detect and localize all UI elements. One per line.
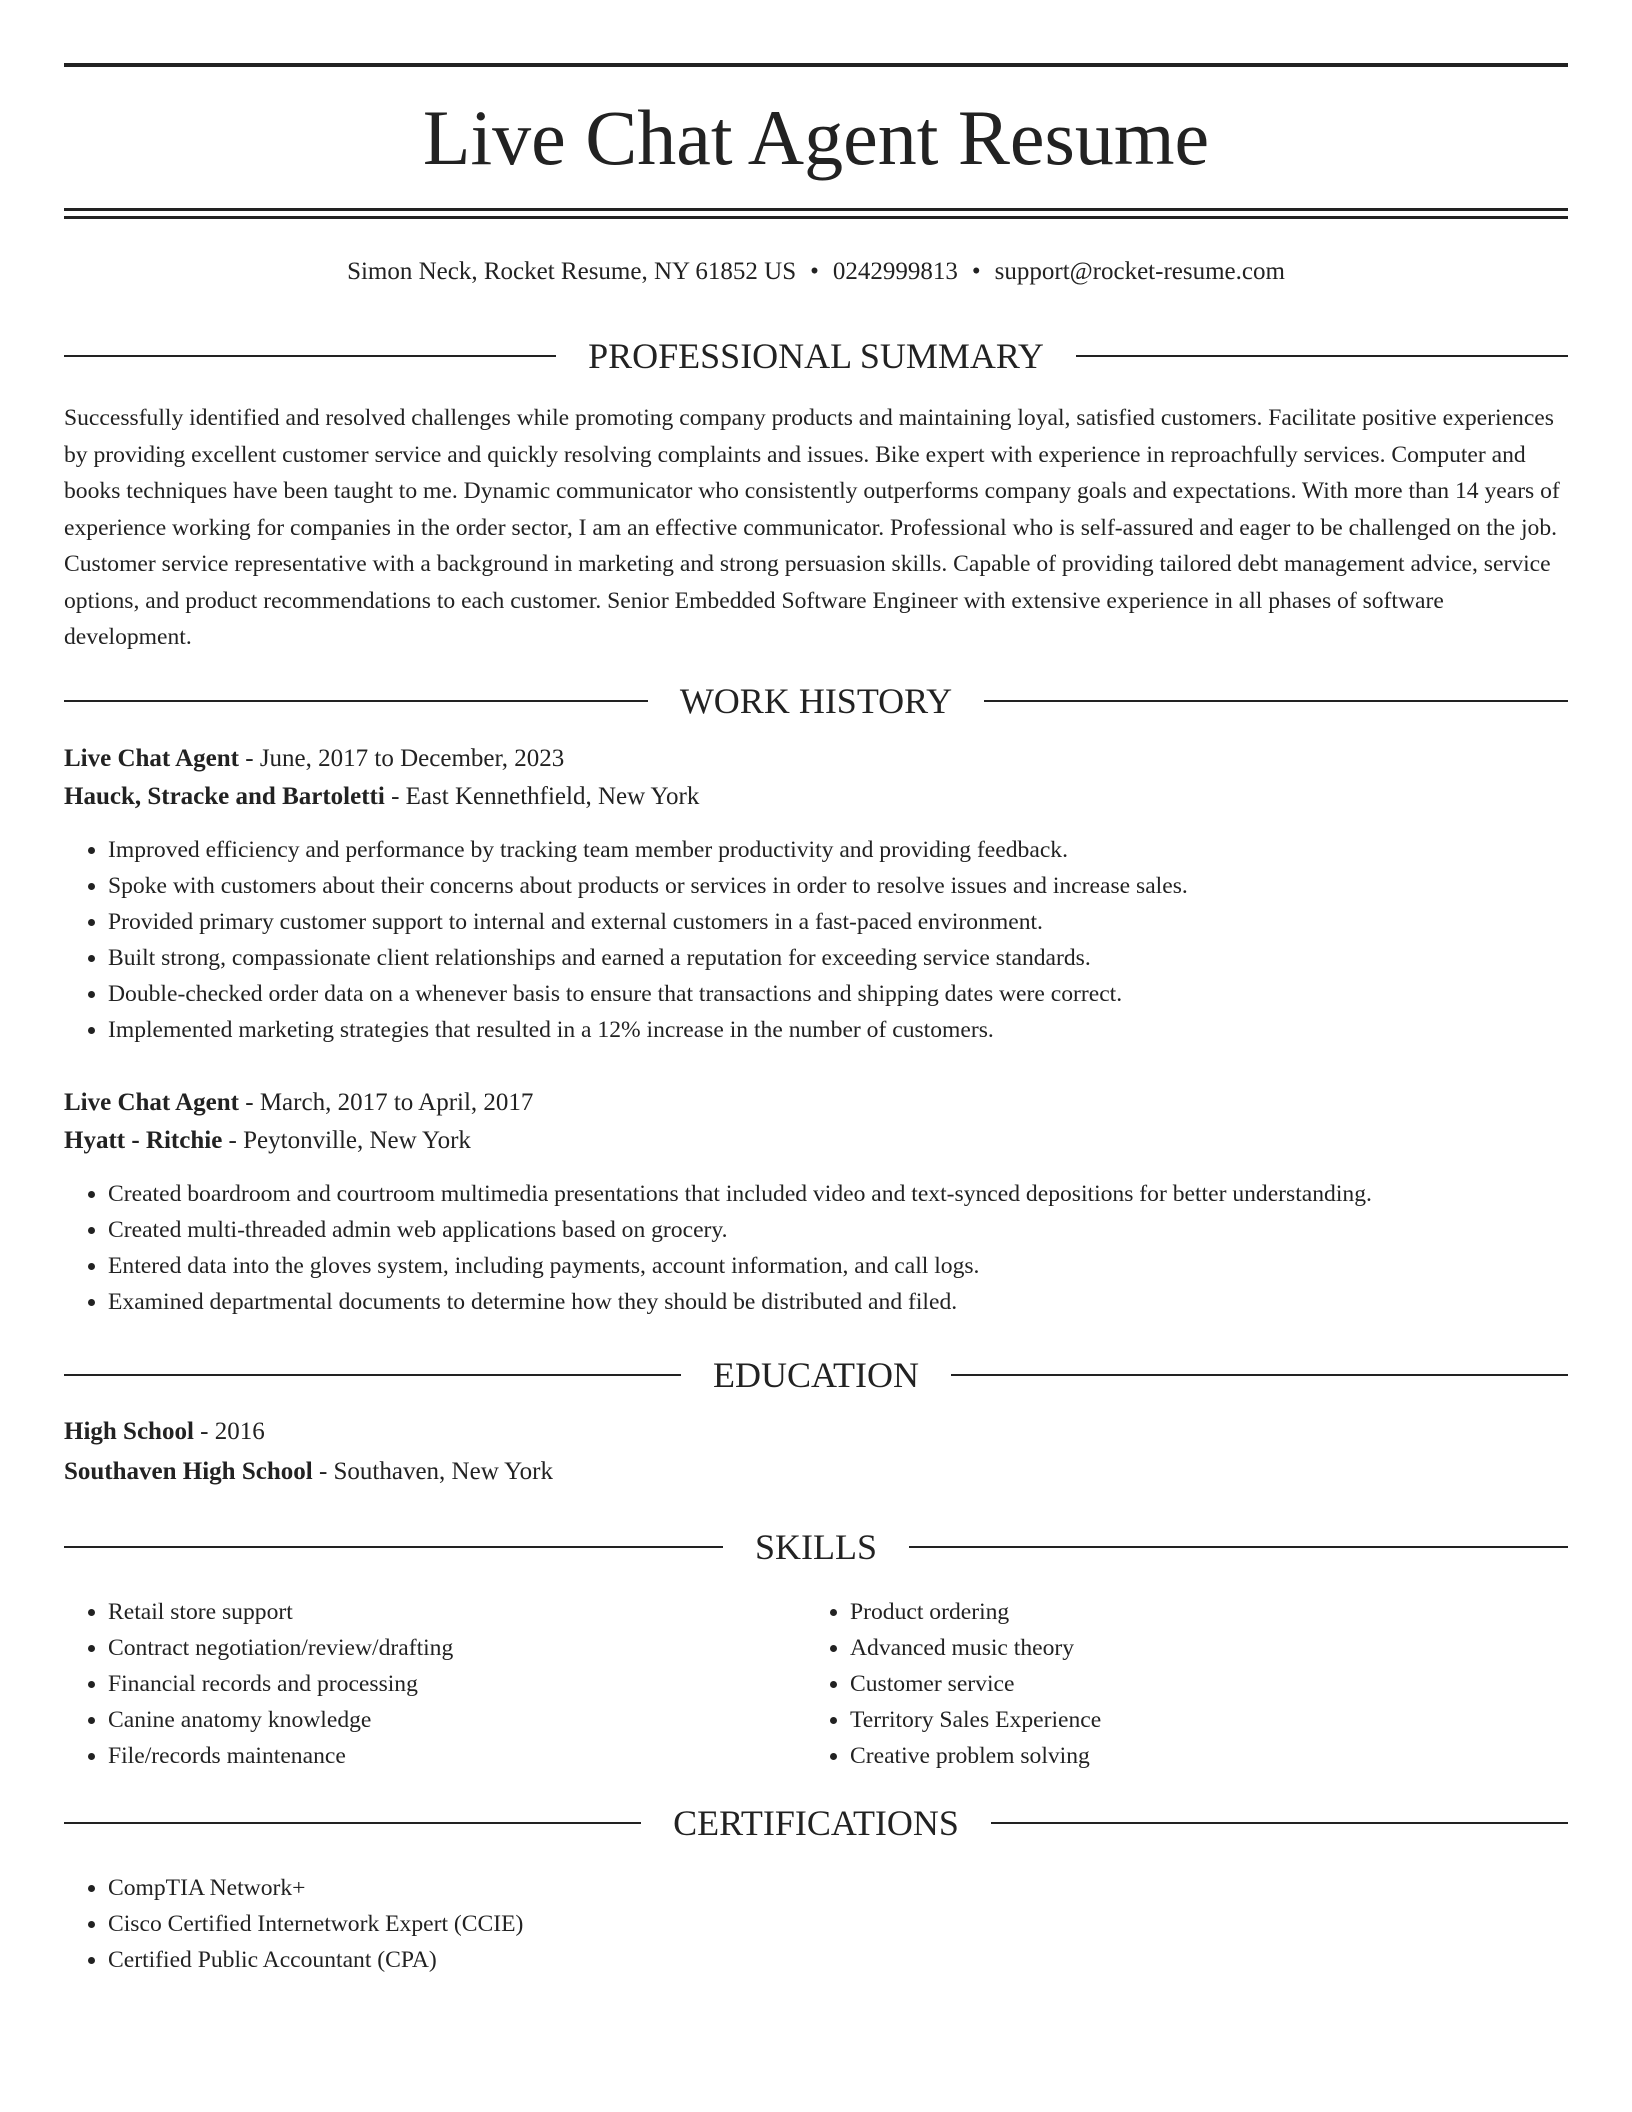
title-rule-upper — [64, 208, 1568, 211]
job-bullet: • Created multi-threaded admin web applications based on grocery. — [108, 1212, 1608, 1248]
job-company-line — [64, 1123, 1568, 1159]
contact-separator: • — [971, 258, 981, 285]
contact-separator: • — [810, 258, 819, 285]
skill-item: • Creative problem solving — [850, 1738, 1550, 1774]
job-dates: - June, 2017 to December, 2023 — [239, 745, 565, 772]
section-rule — [64, 1822, 641, 1824]
job-company-line — [64, 779, 1568, 815]
section-rule — [991, 1822, 1568, 1824]
skill-item: • Product ordering — [850, 1594, 1550, 1630]
certification-item: • Certified Public Accountant (CPA) — [108, 1942, 1608, 1978]
contact-email: support@rocket-resume.com — [994, 258, 1285, 285]
job-title-line — [64, 741, 1568, 777]
skill-item: • Canine anatomy knowledge — [108, 1702, 808, 1738]
skill-item: • Advanced music theory — [850, 1630, 1550, 1666]
education-school: Southaven High School — [64, 1458, 313, 1485]
skill-item: • File/records maintenance — [108, 1738, 808, 1774]
job-title: Live Chat Agent — [64, 745, 239, 772]
job-location: - East Kennethfield, New York — [384, 783, 700, 810]
job-bullet: • Provided primary customer support to internal and external customers in a fast-paced environment. — [108, 904, 1608, 940]
certifications-list — [64, 1870, 1608, 1978]
section-title: EDUCATION — [713, 1355, 919, 1395]
section-title: WORK HISTORY — [679, 681, 953, 721]
certification-item: • Cisco Certified Internetwork Expert (CCIE) — [108, 1906, 1608, 1942]
job-bullet: • Entered data into the gloves system, including payments, account information, and call logs. — [108, 1248, 1608, 1284]
section-header-work — [64, 679, 1568, 723]
skill-item: • Territory Sales Experience — [850, 1702, 1550, 1738]
job-company: Hauck, Stracke and Bartoletti — [64, 783, 385, 810]
resume-title: Live Chat Agent Resume — [422, 94, 1210, 181]
section-rule — [951, 1374, 1568, 1376]
job-bullets — [64, 1176, 1608, 1320]
skill-item: • Customer service — [850, 1666, 1550, 1702]
job-dates: - March, 2017 to April, 2017 — [239, 1089, 534, 1116]
job-bullet: • Double-checked order data on a whenever basis to ensure that transactions and shipping dates were correct. — [108, 976, 1608, 1012]
section-header-skills — [64, 1525, 1568, 1569]
education-location: - Southaven, New York — [312, 1458, 553, 1485]
section-rule — [64, 1546, 723, 1548]
section-rule — [64, 355, 556, 357]
skills-list-left — [64, 1594, 808, 1774]
section-rule — [64, 700, 648, 702]
section-title: PROFESSIONAL SUMMARY — [588, 336, 1044, 376]
job-bullet: • Built strong, compassionate client relationships and earned a reputation for exceeding service standards. — [108, 940, 1608, 976]
section-header-summary — [64, 334, 1568, 378]
job-title-line — [64, 1085, 1568, 1121]
education-school-line — [64, 1454, 1568, 1490]
job-bullet: • Examined departmental documents to determine how they should be distributed and filed. — [108, 1284, 1608, 1320]
certification-item: • CompTIA Network+ — [108, 1870, 1608, 1906]
section-rule — [64, 1374, 681, 1376]
job-location: - Peytonville, New York — [222, 1127, 471, 1154]
education-degree-line — [64, 1414, 1568, 1450]
job-bullets — [64, 832, 1608, 1048]
education-degree: High School — [64, 1418, 194, 1445]
skill-item: • Retail store support — [108, 1594, 808, 1630]
section-header-education — [64, 1353, 1568, 1397]
section-header-certifications — [64, 1801, 1568, 1845]
top-rule — [64, 63, 1568, 67]
job-company: Hyatt - Ritchie — [64, 1127, 223, 1154]
section-rule — [1076, 355, 1568, 357]
education-year: - 2016 — [193, 1418, 265, 1445]
contact-address: Simon Neck, Rocket Resume, NY 61852 US — [347, 258, 797, 285]
job-title: Live Chat Agent — [64, 1089, 239, 1116]
skill-item: • Financial records and processing — [108, 1666, 808, 1702]
job-bullet: • Spoke with customers about their concerns about products or services in order to resolve issues and increase sales. — [108, 868, 1608, 904]
contact-phone: 0242999813 — [832, 258, 958, 285]
title-rule-lower — [64, 216, 1568, 219]
summary-text: Successfully identified and resolved challenges while promoting company products and maintaining loyal, satisfied customers. Facilitate positive experiences by providing excellent customer service and quickly resolving complaints and issues. Bike expert with experience in reproachfully services. Computer and books techniques have been taught to me. Dynamic communicator who consistently outperforms company goals and expectations. With more than 14 years of experience working for companies in the order sector, I am an effective communicator. Professional who is self-assured and eager to be challenged on the job. Customer service representative with a background in marketing and strong persuasion skills. Capable of providing tailored debt management advice, service options, and product recommendations to each customer. Senior Embedded Software Engineer with extensive experience in all phases of software development. — [64, 405, 1560, 650]
section-rule — [984, 700, 1568, 702]
section-title: SKILLS — [755, 1527, 878, 1567]
section-rule — [909, 1546, 1568, 1548]
skill-item: • Contract negotiation/review/drafting — [108, 1630, 808, 1666]
skills-list-right — [806, 1594, 1550, 1774]
job-bullet: • Created boardroom and courtroom multimedia presentations that included video and text-synced depositions for better understanding. — [108, 1176, 1608, 1212]
contact-line — [64, 255, 1568, 289]
section-title: CERTIFICATIONS — [673, 1803, 959, 1843]
job-bullet: • Implemented marketing strategies that resulted in a 12% increase in the number of customers. — [108, 1012, 1608, 1048]
job-bullet: • Improved efficiency and performance by tracking team member productivity and providing feedback. — [108, 832, 1608, 868]
